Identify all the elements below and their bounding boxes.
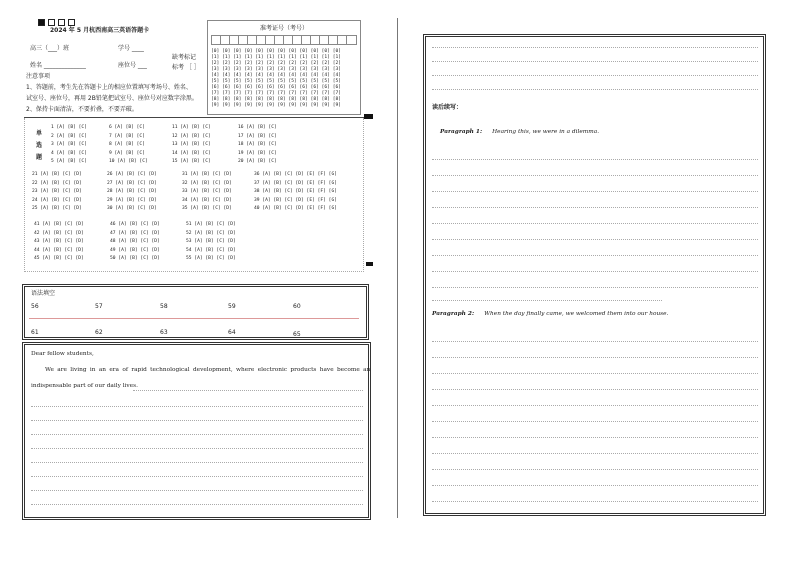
mc-row[interactable]: 5 [A] [B] [C] 10 [A] [B] [C] 15 [A] [B] [C] 20 [A] [B] [C]: [51, 159, 277, 164]
paragraph-2-answer-area[interactable]: [426, 319, 763, 513]
writing-greeting: Dear fellow students,: [31, 351, 94, 357]
mc-row[interactable]: 41 [A] [B] [C] [D] 46 [A] [B] [C] [D] 51 [A] [B] [C] [D]: [34, 222, 236, 227]
mc-area: [24, 118, 364, 272]
writing-box: [24, 344, 369, 518]
absent-checkbox[interactable]: 标考 ［ ］: [172, 64, 200, 71]
marker-square-icon: [48, 19, 55, 26]
page-fold-line: [397, 18, 398, 518]
blank-58[interactable]: 58: [160, 303, 168, 310]
writing-line-1: We are living in an era of rapid technological development, where electronic products have become an: [45, 367, 371, 373]
bubble-row-8[interactable]: [8] [8] [8] [8] [8] [8] [8] [8] [8] [8] [8] [8]: [211, 97, 341, 102]
absent-label: 缺考标记: [172, 54, 197, 61]
mc-row[interactable]: 4 [A] [B] [C] 9 [A] [B] [C] 14 [A] [B] [C] 19 [A] [B] [C]: [51, 150, 277, 156]
paragraph-1-answer-area[interactable]: [426, 137, 763, 302]
blank-65[interactable]: 65: [293, 331, 301, 338]
bubble-row-2[interactable]: [2] [2] [2] [2] [2] [2] [2] [2] [2] [2] [2] [2]: [211, 61, 341, 66]
note-3: 2、保持卡面清洁，不要折叠，不要弄破。: [26, 106, 138, 113]
mc-section-label: 单 选 题: [36, 130, 43, 161]
paragraph-1-label: Paragraph 1:: [440, 129, 483, 135]
exam-number-box: [207, 20, 361, 115]
bubble-row-5[interactable]: [5] [5] [5] [5] [5] [5] [5] [5] [5] [5] [5] [5]: [211, 79, 341, 84]
blank-60[interactable]: 60: [293, 303, 301, 310]
mc-block-3: [34, 222, 236, 262]
marker-square-icon: [58, 19, 65, 26]
notes-title: 注意事项: [26, 73, 51, 80]
continuation-title: 读后续写：: [432, 104, 463, 111]
student-no-field[interactable]: 学号 ____: [118, 45, 144, 52]
bubble-row-0[interactable]: [0] [0] [0] [0] [0] [0] [0] [0] [0] [0] [0] [0]: [211, 49, 341, 54]
blank-63[interactable]: 63: [160, 329, 168, 336]
card-title: 2024 年 5 月杭西南高三英语答题卡: [50, 27, 150, 34]
blank-62[interactable]: 62: [95, 329, 103, 336]
paragraph-2-text: When the day finally came, we welcomed them into our house.: [484, 311, 669, 317]
blank-56[interactable]: 56: [31, 303, 39, 310]
note-1: 1、答题前，考生先在答题卡上的相应位置填写考场号、姓名、: [26, 84, 192, 91]
seat-field[interactable]: 座位号 ___: [118, 62, 147, 69]
exam-number-bubbles[interactable]: [211, 49, 360, 109]
mc-row[interactable]: 43 [A] [B] [C] [D] 48 [A] [B] [C] [D] 53 [A] [B] [C] [D]: [34, 239, 236, 244]
mc-row[interactable]: 22 [A] [B] [C] [D] 27 [A] [B] [C] [D] 32 [A] [B] [C] [D] 37 [A] [B] [C] [D] [E] [F] [G]: [32, 180, 337, 186]
bubble-row-3[interactable]: [3] [3] [3] [3] [3] [3] [3] [3] [3] [3] [3] [3]: [211, 67, 341, 72]
writing-line-2: indispensable part of our daily lives.: [31, 383, 138, 389]
mc-row[interactable]: 24 [A] [B] [C] [D] 29 [A] [B] [C] [D] 34 [A] [B] [C] [D] 39 [A] [B] [C] [D] [E] [F] [G]: [32, 197, 337, 203]
bubble-row-6[interactable]: [6] [6] [6] [6] [6] [6] [6] [6] [6] [6] [6] [6]: [211, 85, 341, 90]
mc-row[interactable]: 21 [A] [B] [C] [D] 26 [A] [B] [C] [D] 31 [A] [B] [C] [D] 36 [A] [B] [C] [D] [E] [F] [G]: [32, 172, 337, 177]
blank-divider: [29, 318, 359, 319]
bubble-row-7[interactable]: [7] [7] [7] [7] [7] [7] [7] [7] [7] [7] [7] [7]: [211, 91, 341, 96]
paragraph-1-prompt: [440, 129, 599, 135]
mc-row[interactable]: 25 [A] [B] [C] [D] 30 [A] [B] [C] [D] 35 [A] [B] [C] [D] 40 [A] [B] [C] [D] [E] [F] [G]: [32, 206, 337, 211]
continuation-box: [425, 36, 764, 514]
mc-row[interactable]: 42 [A] [B] [C] [D] 47 [A] [B] [C] [D] 52 [A] [B] [C] [D]: [34, 230, 236, 236]
exam-number-write-cells[interactable]: [211, 35, 357, 45]
fill-blank-box: [24, 286, 367, 338]
paragraph-1-text: Hearing this, we were in a dilemma.: [492, 129, 600, 135]
blank-59[interactable]: 59: [228, 303, 236, 310]
marker-square-icon: [38, 19, 45, 26]
note-2: 试室号、座位号，再用 2B铅笔把试室号、座位号对应数字涂黑。: [26, 95, 198, 102]
blank-64[interactable]: 64: [228, 329, 236, 336]
continuation-top-lines[interactable]: [426, 37, 763, 97]
mc-row[interactable]: 2 [A] [B] [C] 7 [A] [B] [C] 12 [A] [B] [C] 17 [A] [B] [C]: [51, 133, 277, 139]
timing-mark: [366, 262, 373, 266]
bubble-row-1[interactable]: [1] [1] [1] [1] [1] [1] [1] [1] [1] [1] [1] [1]: [211, 55, 341, 60]
bubble-row-9[interactable]: [9] [9] [9] [9] [9] [9] [9] [9] [9] [9] [9] [9]: [211, 103, 341, 108]
mc-row[interactable]: 44 [A] [B] [C] [D] 49 [A] [B] [C] [D] 54 [A] [B] [C] [D]: [34, 247, 236, 253]
exam-number-title: 准考证号（考号）: [259, 25, 308, 32]
class-field[interactable]: 高三（___）班: [30, 45, 70, 52]
marker-square-icon: [68, 19, 75, 26]
paragraph-2-prompt: [432, 311, 668, 317]
mc-row[interactable]: 45 [A] [B] [C] [D] 50 [A] [B] [C] [D] 55 [A] [B] [C] [D]: [34, 256, 236, 261]
timing-mark: [364, 114, 373, 119]
mc-block-1: [51, 125, 277, 165]
name-field[interactable]: 姓名 ______________: [30, 62, 86, 69]
paragraph-2-label: Paragraph 2:: [432, 311, 475, 317]
mc-row[interactable]: 1 [A] [B] [C] 6 [A] [B] [C] 11 [A] [B] [C] 16 [A] [B] [C]: [51, 125, 277, 130]
blank-61[interactable]: 61: [31, 329, 39, 336]
mc-block-2: [32, 172, 337, 212]
mc-row[interactable]: 23 [A] [B] [C] [D] 28 [A] [B] [C] [D] 33 [A] [B] [C] [D] 38 [A] [B] [C] [D] [E] [F] [G]: [32, 189, 337, 194]
writing-answer-area[interactable]: [25, 345, 371, 517]
mc-row[interactable]: 3 [A] [B] [C] 8 [A] [B] [C] 13 [A] [B] [C] 18 [A] [B] [C]: [51, 142, 277, 147]
bubble-row-4[interactable]: [4] [4] [4] [4] [4] [4] [4] [4] [4] [4] [4] [4]: [211, 73, 341, 78]
fill-blank-title: 语法填空: [31, 290, 56, 297]
blank-57[interactable]: 57: [95, 303, 103, 310]
